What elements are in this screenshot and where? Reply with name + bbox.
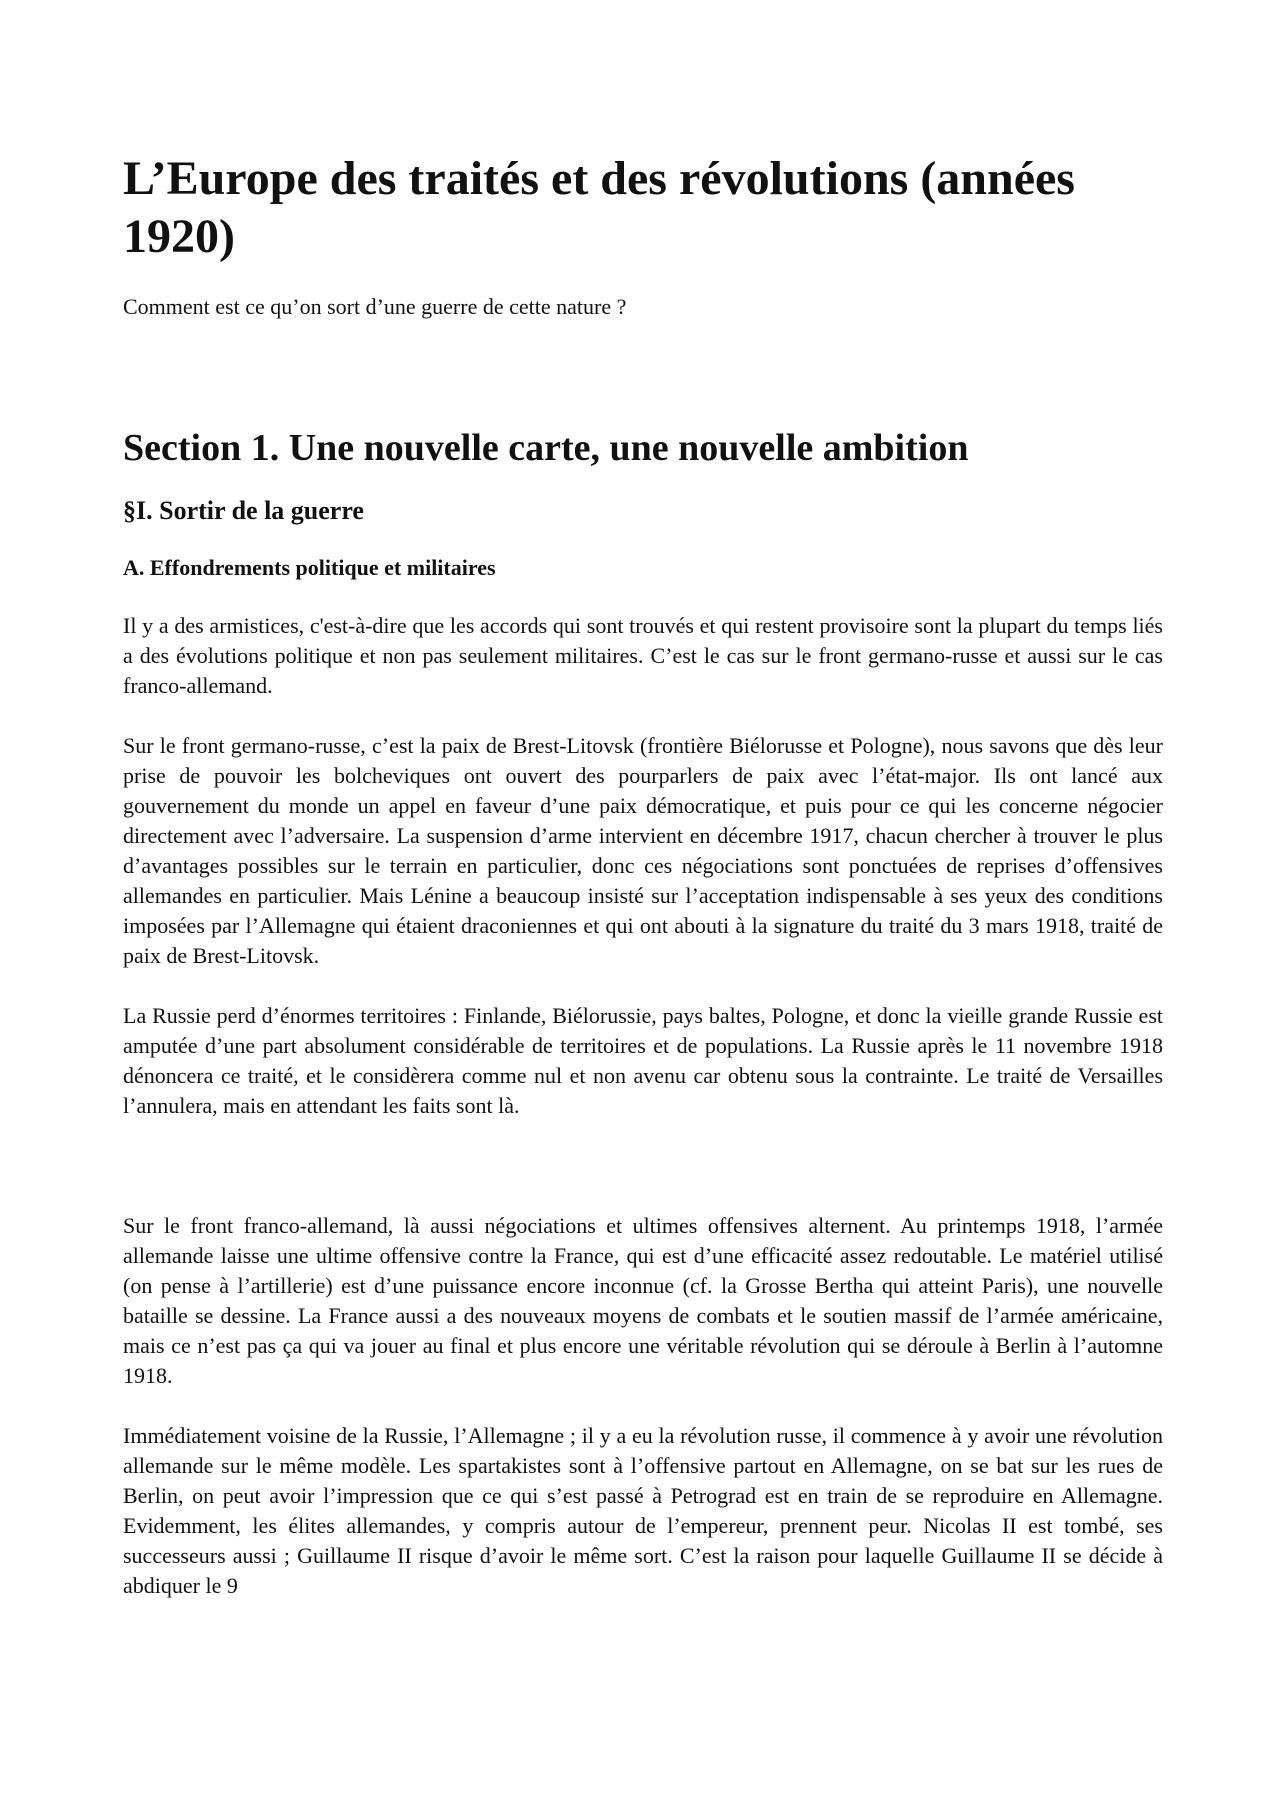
document-subtitle: Comment est ce qu’on sort d’une guerre de cette nature ?: [123, 294, 627, 320]
part-heading: A. Effondrements politique et militaires: [123, 554, 496, 580]
subsection-heading: §I. Sortir de la guerre: [123, 496, 364, 526]
body-paragraph: La Russie perd d’énormes territoires : Finlande, Biélorussie, pays baltes, Pologne, et donc la vieille grande Russie est amputée d’une part absolument considérable de territoires et de populations. La Russie après le 11 novembre 1918 dénoncera ce traité, et le considèrera comme nul et non avenu car obtenu sous la contrainte. Le traité de Versailles l’annulera, mais en attendant les faits sont là.: [123, 1002, 1163, 1118]
body-paragraph: Sur le front franco-allemand, là aussi négociations et ultimes offensives alternent. Au printemps 1918, l’armée allemande laisse une ultime offensive contre la France, qui est d’une efficacité assez redoutable. Le matériel utilisé (on pense à l’artillerie) est d’une puissance encore inconnue (cf. la Grosse Bertha qui atteint Paris), une nouvelle bataille se dessine. La France aussi a des nouveaux moyens de combats et le soutien massif de l’armée américaine, mais ce n’est pas ça qui va jouer au final et plus encore une véritable révolution qui se déroule à Berlin à l’automne 1918.: [123, 1212, 1163, 1388]
document-title: L’Europe des traités et des révolutions (années 1920): [123, 152, 1075, 263]
body-paragraph: Il y a des armistices, c'est-à-dire que les accords qui sont trouvés et qui restent provisoire sont la plupart du temps liés a des évolutions politique et non pas seulement militaires. C’est le cas sur le front germano-russe et aussi sur le cas franco-allemand.: [123, 612, 1163, 698]
document-page: [123, 150, 1163, 1631]
body-paragraph: Immédiatement voisine de la Russie, l’Allemagne ; il y a eu la révolution russe, il commence à y avoir une révolution allemande sur le même modèle. Les spartakistes sont à l’offensive partout en Allemagne, on se bat sur les rues de Berlin, on peut avoir l’impression que ce qui s’est passé à Petrograd est en train de se reproduire en Allemagne. Evidemment, les élites allemandes, y compris autour de l’empereur, prennent peur. Nicolas II est tombé, ses successeurs aussi ; Guillaume II risque d’avoir le même sort. C’est la raison pour laquelle Guillaume II se décide à abdiquer le 9: [123, 1422, 1163, 1598]
body-paragraph: Sur le front germano-russe, c’est la paix de Brest-Litovsk (frontière Biélorusse et Pologne), nous savons que dès leur prise de pouvoir les bolcheviques ont ouvert des pourparlers de paix avec l’état-major. Ils ont lancé aux gouvernement du monde un appel en faveur d’une paix démocratique, et puis pour ce qui les concerne négocier directement avec l’adversaire. La suspension d’arme intervient en décembre 1917, chacun chercher à trouver le plus d’avantages possibles sur le terrain en particulier, donc ces négociations sont ponctuées de reprises d’offensives allemandes en particulier. Mais Lénine a beaucoup insisté sur l’acceptation indispensable à ses yeux des conditions imposées par l’Allemagne qui étaient draconiennes et qui ont abouti à la signature du traité du 3 mars 1918, traité de paix de Brest-Litovsk.: [123, 732, 1163, 968]
section-heading: Section 1. Une nouvelle carte, une nouvelle ambition: [123, 426, 969, 469]
